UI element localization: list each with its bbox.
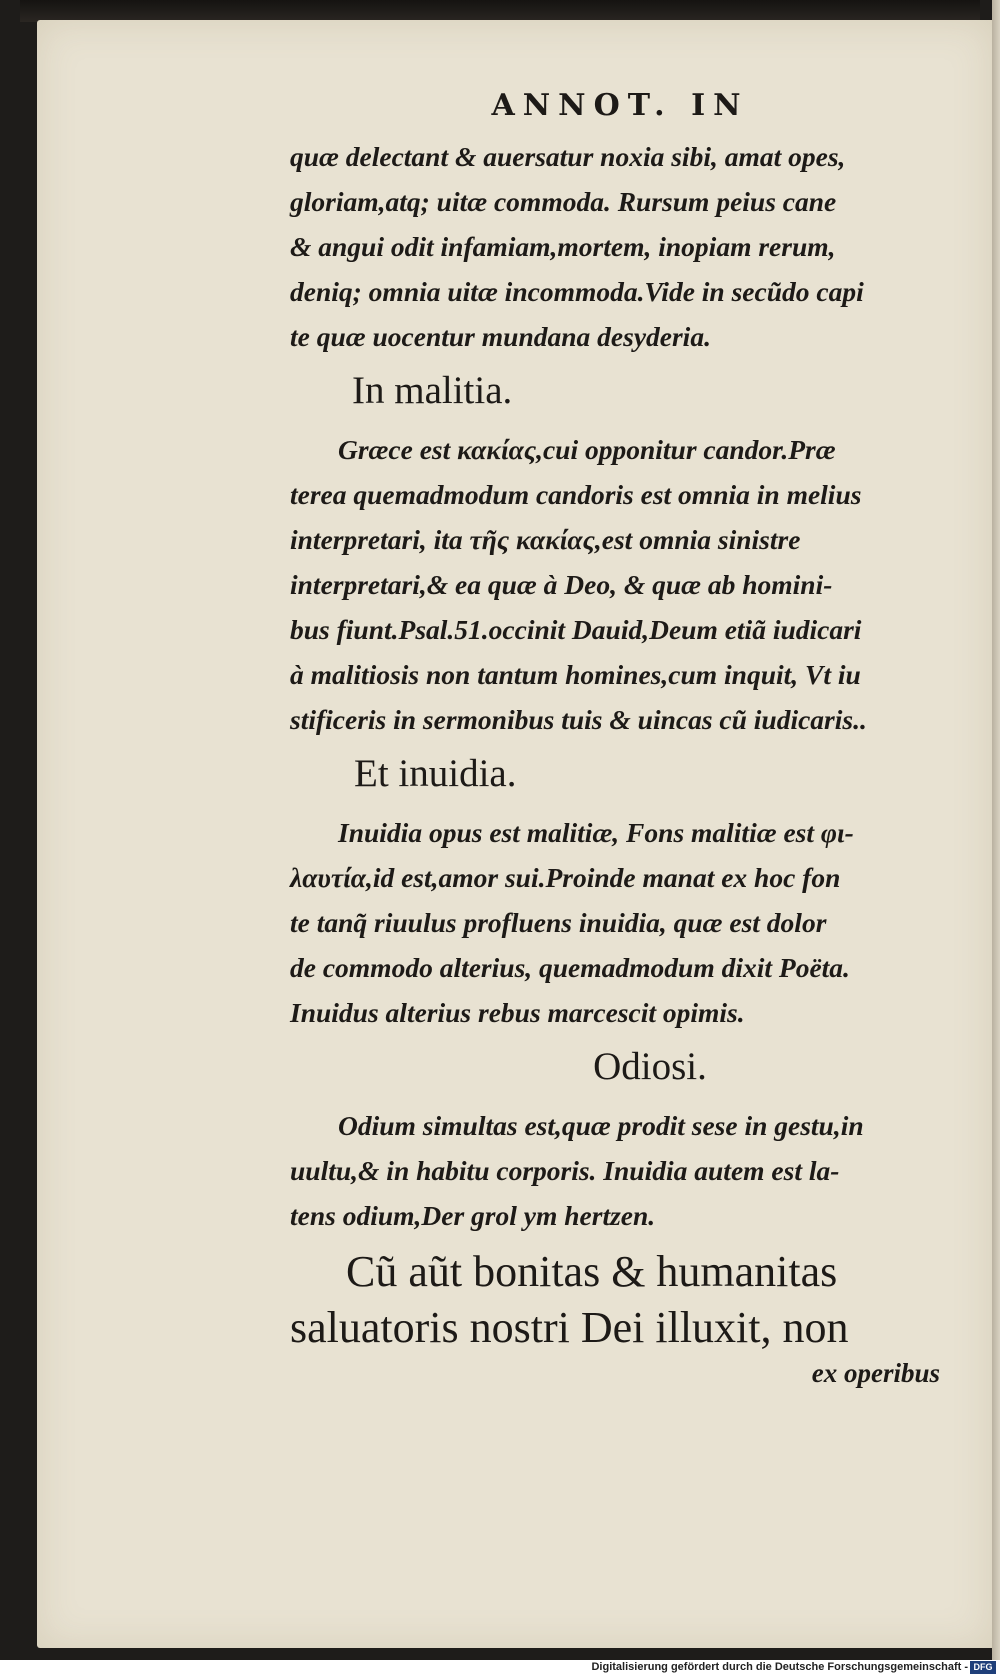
text-line: deniq; omnia uitæ incommoda.Vide in secũdo capi	[290, 276, 864, 307]
text-line: gloriam,atq; uitæ commoda. Rursum peius cane	[290, 186, 837, 217]
text-line: bus fiunt.Psal.51.occinit Dauid,Deum etiã iudicari	[290, 614, 862, 645]
paragraph-3	[290, 810, 950, 1035]
text-line: Inuidia opus est malitiæ, Fons malitiæ est φι-	[338, 817, 854, 848]
section-heading-odiosi: Odiosi.	[593, 1045, 707, 1088]
text-line: de commodo alterius, quemadmodum dixit Poëta.	[290, 952, 850, 983]
text-line: interpretari, ita τῆς κακίας,est omnia sinistre	[290, 524, 801, 555]
text-line: à malitiosis non tantum homines,cum inquit, Vt iu	[290, 659, 861, 690]
running-head: ANNOT. IN	[491, 88, 749, 123]
text-line: interpretari,& ea quæ à Deo, & quæ ab homini-	[290, 569, 833, 600]
page-text	[290, 88, 950, 1389]
text-line: uultu,& in habitu corporis. Inuidia autem est la-	[290, 1155, 840, 1186]
dfg-logo: DFG	[970, 1661, 996, 1674]
text-line: terea quemadmodum candoris est omnia in melius	[290, 479, 862, 510]
text-line: tens odium,Der grol ym hertzen.	[290, 1200, 656, 1231]
page-right-edge	[992, 0, 1000, 1660]
text-line: λαυτία,id est,amor sui.Proinde manat ex hoc fon	[290, 862, 841, 893]
text-line: & angui odit infamiam,mortem, inopiam rerum,	[290, 231, 836, 262]
catchword: ex operibus	[811, 1358, 940, 1388]
footer-bar	[0, 1660, 1000, 1676]
footer-credit: Digitalisierung gefördert durch die Deutsche Forschungsgemeinschaft -	[591, 1661, 968, 1673]
paragraph-4	[290, 1103, 950, 1238]
text-line: Inuidus alterius rebus marcescit opimis.	[290, 997, 745, 1028]
section-heading-inuidia: Et inuidia.	[354, 752, 517, 795]
paragraph-2	[290, 427, 950, 742]
text-line: stificeris in sermonibus tuis & uincas cũ iudicaris..	[290, 704, 867, 735]
section-heading-malitia: In malitia.	[352, 369, 513, 412]
verse-line: Cũ aũt bonitas & humanitas	[346, 1247, 838, 1296]
book-top-edge	[20, 0, 980, 22]
verse-line: saluatoris nostri Dei illuxit, non	[290, 1303, 849, 1352]
text-line: te tanq̃ riuulus profluens inuidia, quæ est dolor	[290, 907, 827, 938]
text-line: te quæ uocentur mundana desyderia.	[290, 321, 711, 352]
text-line: Græce est κακίας,cui opponitur candor.Præ	[338, 434, 836, 465]
paragraph-1	[290, 134, 950, 359]
verse-quote	[290, 1244, 950, 1356]
text-line: quæ delectant & auersatur noxia sibi, amat opes,	[290, 141, 846, 172]
text-line: Odium simultas est,quæ prodit sese in gestu,in	[338, 1110, 864, 1141]
